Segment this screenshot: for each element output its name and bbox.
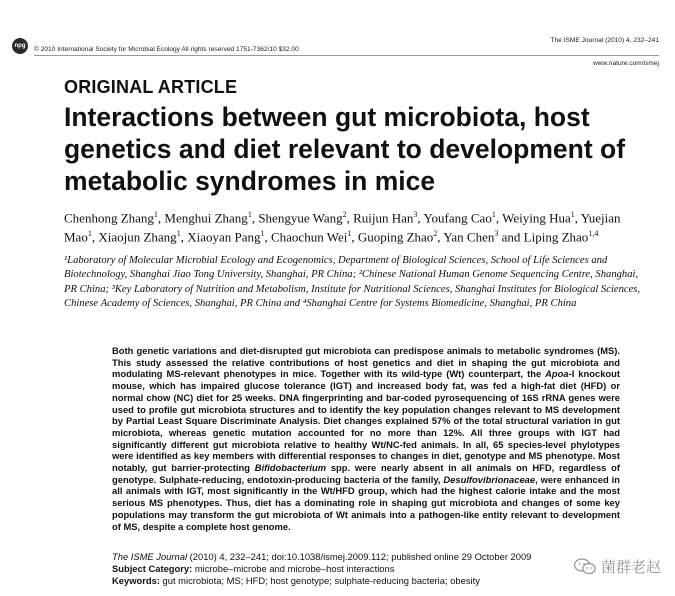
watermark	[574, 556, 661, 577]
author-affiliation-marker: 1	[570, 210, 575, 219]
author-affiliation-marker: 2	[433, 229, 438, 239]
author-affiliation-marker: 1	[247, 210, 252, 219]
author-affiliation-marker: 1	[153, 210, 158, 219]
author-name: Yan Chen	[443, 229, 495, 245]
wechat-icon	[574, 558, 596, 575]
journal-citation-header: The ISME Journal (2010) 4, 232–241	[550, 37, 659, 44]
author-affiliation-marker: 1	[260, 229, 265, 239]
header-rule	[34, 55, 659, 56]
author-name: Youfang Cao	[423, 210, 492, 226]
author-name: Menghui Zhang	[164, 210, 248, 226]
subject-label: Subject Category:	[112, 563, 193, 574]
author-name: Shengyue Wang	[258, 210, 343, 226]
abstract	[112, 345, 620, 532]
author-name: Chenhong Zhang	[64, 210, 154, 226]
abstract-text: Both genetic variations and diet-disrupted gut microbiota can predispose animals to metabolic syndromes (MS). This study assessed the relative contributions of host genetics and diet in shaping the gut microbiota and modulating MS-relevant phenotypes in mice. Together with its wild-type (Wt) counterpart, the	[112, 345, 620, 380]
author-affiliation-marker: 1	[347, 229, 352, 239]
author-name: Ruijun Han	[353, 210, 414, 226]
keywords	[112, 575, 620, 587]
author-name: Weiying Hua	[502, 210, 571, 226]
author-name: Liping Zhao	[523, 229, 589, 245]
journal-url[interactable]: www.nature.com/ismej	[593, 60, 659, 67]
affiliations: ¹Laboratory of Molecular Microbial Ecology and Ecogenomics, Department of Biological Sciences, School of Life Sciences and Biotechnology, Shanghai Jiao Tong University, Shanghai, PR China; ²Chinese National Human Genome Sequencing Centre, Shanghai, PR China; ³Key Laboratory of Nutrition and Metabolism, Institute for Nutritional Sciences, Shanghai Institutes for Biological Sciences, Chinese Academy of Sciences, Shanghai, PR China and ⁴Shanghai Centre for Systems Biomedicine, Shanghai, PR China	[64, 255, 641, 310]
author-name: Xiaojun Zhang	[98, 229, 177, 245]
abstract-text: , were enhanced in all animals with IGT, most significantly in the Wt/HFD group, which had the highest calorie intake and the most serious MS phenotypes. Thus, diet has a dominating role in shaping gut microbiota and changes of some key populations may transform the gut microbiota of Wt animals into a pathogen-like entity relevant to development of MS, despite a complete host genome.	[112, 473, 620, 532]
keywords-value: gut microbiota; MS; HFD; host genotype; sulphate-reducing bacteria; obesity	[159, 575, 480, 586]
author-affiliation-marker: 1	[491, 210, 496, 219]
author-name: Xiaoyan Pang	[187, 229, 261, 245]
author-affiliation-marker: 3	[413, 210, 418, 219]
abstract-italic: Desulfovibrionaceae	[443, 473, 536, 485]
abstract-text: spp. were nearly absent in all animals on HFD, regardless of genotype. Sulphate-reducing, endotoxin-producing bacteria of the family,	[112, 462, 620, 485]
citation-details: (2010) 4, 232–241; doi:10.1038/ismej.2009.112; published online 29 October 2009	[187, 551, 532, 562]
copyright-line: © 2010 International Society for Microbial Ecology All rights reserved 1751-7362/10 $32.00	[34, 46, 299, 53]
abstract-italic: Apoa	[545, 368, 569, 380]
citation-journal: The ISME Journal	[112, 551, 188, 562]
article-type: ORIGINAL ARTICLE	[64, 77, 238, 97]
abstract-text: -I knockout mouse, which has impaired glucose tolerance (IGT) and increased body fat, was fed a high-fat diet (HFD) or normal chow (NC) diet for 25 weeks. DNA fingerprinting and bar-coded pyrosequencing of 16S rRNA genes were used to profile gut microbiota structures and to identify the key population changes relevant to MS development by Partial Least Square Discriminate Analysis. Diet changes explained 57% of the total structural variation in gut microbiota, whereas genetic mutation accounted for no more than 12%. All three groups with IGT had significantly different gut microbiota relative to healthy Wt/NC-fed animals. In all, 65 species-level phylotypes were identified as key members with differential responses to changes in diet, genotype and MS phenotype. Most notably, gut barrier-protecting	[112, 368, 620, 474]
citation-line	[112, 551, 620, 563]
author-affiliation-marker: 1	[176, 229, 181, 239]
author-affiliation-marker: 1	[87, 229, 92, 239]
keywords-label: Keywords:	[112, 575, 160, 586]
subject-value: microbe–microbe and microbe–host interactions	[192, 563, 395, 574]
article-title: Interactions between gut microbiota, host genetics and diet relevant to development of metabolic syndromes in mice	[64, 102, 626, 196]
subject-category	[112, 563, 620, 575]
author-name: Yuejian Mao	[64, 210, 621, 245]
author-affiliation-marker: 2	[342, 210, 347, 219]
author-affiliation-marker: 3	[494, 229, 499, 239]
author-name: Guoping Zhao	[357, 229, 434, 245]
author-name: Chaochun Wei	[270, 229, 348, 245]
abstract-italic: Bifidobacterium	[254, 462, 327, 474]
author-affiliation-marker: 1,4	[588, 229, 599, 239]
author-list: Chenhong Zhang$^1$, Menghui Zhang$^1$, Shengyue Wang$^2$, Ruijun Han$^3$, Youfang Cao$^1$, Weiying Hua$^1$, Yuejian Mao$^1$, Xiaojun Zhang$^1$, Xiaoyan Pang$^1$, Chaochun Wei$^1$, Guoping Zhao$^2$, Yan Chen$^3$ and Liping Zhao$^{1,4}$	[64, 210, 621, 245]
npg-logo: npg	[12, 38, 28, 54]
watermark-text: 菌群老赵	[600, 558, 661, 576]
